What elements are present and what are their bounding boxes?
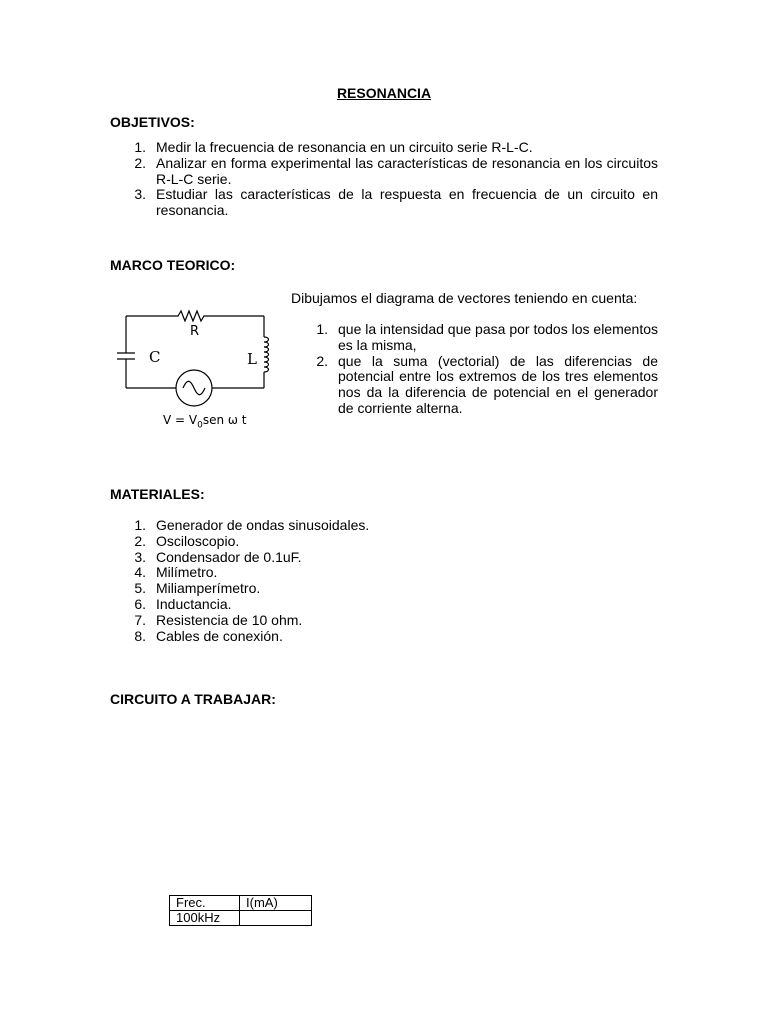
item-text: Analizar en forma experimental las características de resonancia en los circuitos R-L-C serie. xyxy=(156,154,658,187)
table-cell xyxy=(240,911,312,926)
inductor-label: L xyxy=(247,350,257,368)
item-number: 6. xyxy=(134,595,146,612)
item-number: 5. xyxy=(134,580,146,597)
item-number: 3. xyxy=(134,186,146,203)
list-item xyxy=(134,548,556,566)
list-item xyxy=(134,611,556,629)
objetivos-heading: OBJETIVOS: xyxy=(110,114,195,130)
list-item xyxy=(316,352,658,417)
marco-teorico-heading: MARCO TEORICO: xyxy=(110,257,236,273)
list-item xyxy=(134,154,658,188)
item-text: Condensador de 0.1uF. xyxy=(156,548,302,565)
list-item xyxy=(134,564,556,581)
list-item xyxy=(134,517,556,534)
item-text: Milímetro. xyxy=(156,564,218,581)
item-number: 8. xyxy=(134,627,146,644)
list-item xyxy=(134,627,556,645)
item-text: que la suma (vectorial) de las diferencias de potencial entre los extremos de los tres elementos nos da la diferencia de potencial en el generador de corriente alterna. xyxy=(338,352,658,416)
item-number: 1. xyxy=(316,321,328,337)
item-text: Generador de ondas sinusoidales. xyxy=(156,517,370,533)
item-number: 3. xyxy=(134,548,146,565)
item-text: Medir la frecuencia de resonancia en un circuito serie R-L-C. xyxy=(156,139,533,155)
item-text: Resistencia de 10 ohm. xyxy=(156,611,303,628)
document-title: RESONANCIA xyxy=(336,85,432,101)
resistor-label: R xyxy=(190,324,200,339)
item-number: 7. xyxy=(134,611,146,628)
source-equation: $V = V_0sen$ ω t xyxy=(163,413,247,431)
item-number: 4. xyxy=(134,564,146,581)
item-number: 1. xyxy=(134,139,146,155)
item-text: Miliamperímetro. xyxy=(156,580,261,597)
marco-list xyxy=(316,321,658,417)
list-item xyxy=(134,186,658,219)
item-text: Inductancia. xyxy=(156,595,232,612)
list-item xyxy=(134,532,556,550)
header-cell-current: I(mA) xyxy=(240,896,312,911)
item-text: Cables de conexión. xyxy=(156,627,283,644)
item-text: Osciloscopio. xyxy=(156,532,240,549)
item-number: 2. xyxy=(134,154,146,171)
capacitor-label: C xyxy=(149,348,161,366)
frequency-table xyxy=(169,895,312,926)
item-text: que la intensidad que pasa por todos los elementos es la misma, xyxy=(338,321,658,353)
list-item xyxy=(134,580,556,597)
item-number: 1. xyxy=(134,517,146,533)
header-cell-frec: Frec. xyxy=(170,896,240,911)
objetivos-list xyxy=(134,139,658,219)
materiales-list xyxy=(134,517,556,644)
list-item xyxy=(134,139,658,156)
marco-intro: Dibujamos el diagrama de vectores teniendo en cuenta: xyxy=(291,290,638,306)
table-cell: 100kHz xyxy=(170,911,240,926)
table-header-row xyxy=(170,896,312,911)
list-item xyxy=(316,321,658,354)
item-number: 2. xyxy=(134,532,146,549)
circuito-heading: CIRCUITO A TRABAJAR: xyxy=(110,691,276,707)
materiales-heading: MATERIALES: xyxy=(110,486,205,502)
item-number: 2. xyxy=(316,352,328,369)
rlc-circuit-diagram xyxy=(112,303,282,441)
list-item xyxy=(134,595,556,613)
item-text: Estudiar las características de la respuesta en frecuencia de un circuito en resonancia. xyxy=(156,186,658,219)
table-row xyxy=(170,911,312,926)
